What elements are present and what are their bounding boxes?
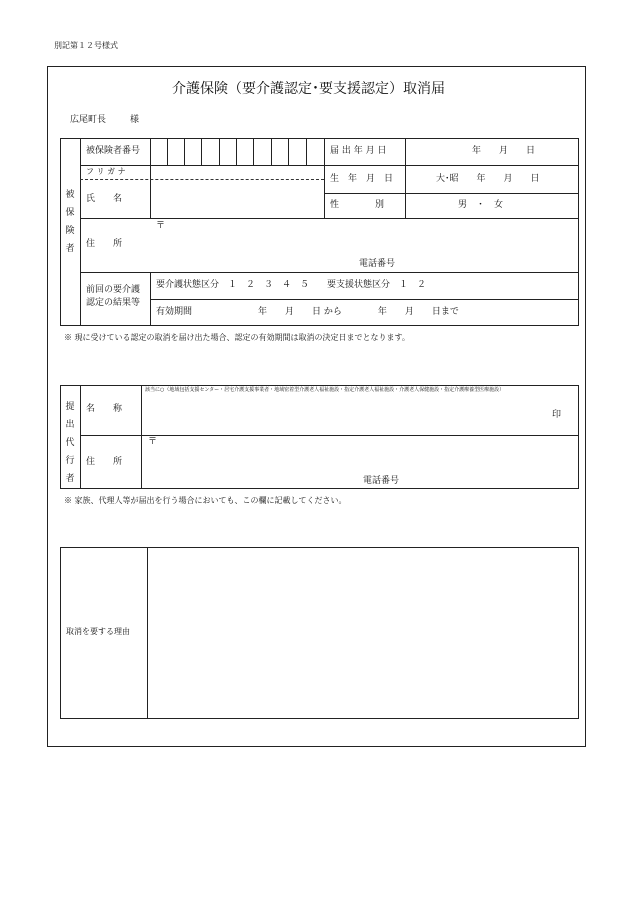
submit-date-value[interactable]: 年 月 日 [472, 146, 536, 156]
postal-mark: 〒 [156, 221, 166, 231]
agent-type-note[interactable]: 該当に○（地域包括支援センター・居宅介護支援事業者・地域密着型介護老人福祉施設・指定介護老人福祉施設・介護老人保健施設・指定介護療養型医療施設） [145, 387, 505, 393]
phone-label: 電話番号 [359, 259, 396, 269]
valid-period-value[interactable]: 年 月 日 から 年 月 日まで [258, 307, 459, 317]
prev-result-label-2: 認定の結果等 [86, 298, 141, 308]
insured-number-label: 被保険者番号 [86, 146, 141, 156]
note-family: ※ 家族、代理人等が届出を行う場合においても、この欄に記載してください。 [64, 496, 347, 505]
birth-date-label: 生 年 月 日 [330, 174, 394, 184]
addressee: 広尾町長 [70, 115, 107, 125]
form-number: 別記第１２号様式 [54, 41, 118, 50]
name-field[interactable] [151, 180, 323, 217]
addressee-honorific: 様 [130, 115, 140, 125]
address-label: 住 所 [86, 239, 123, 249]
furigana-label: フ リ ガ ナ [86, 167, 126, 176]
birth-date-value[interactable]: 大･昭 年 月 日 [436, 174, 540, 184]
note-validity: ※ 現に受けている認定の取消を届け出た場合、認定の有効期間は取消の決定日までとなります。 [64, 333, 410, 342]
agent-address-label: 住 所 [86, 457, 123, 467]
seal-mark: 印 [552, 410, 562, 420]
care-level-options[interactable]: 要介護状態区分 １ ２ ３ ４ ５ 要支援状態区分 １ ２ [156, 280, 427, 290]
insured-section-label: 被 保 険 者 [65, 190, 75, 254]
gender-value[interactable]: 男 ・ 女 [458, 200, 504, 210]
reason-label: 取消を要する理由 [66, 627, 130, 636]
valid-period-label: 有効期間 [156, 307, 193, 317]
reason-field[interactable] [148, 548, 578, 718]
agent-section-label: 提 出 代 行 者 [65, 402, 75, 484]
name-label: 氏 名 [86, 194, 123, 204]
agent-postal-mark: 〒 [148, 437, 158, 447]
submit-date-label: 届 出 年 月 日 [330, 146, 387, 156]
insured-number-field[interactable] [151, 139, 323, 165]
form-title: 介護保険（要介護認定･要支援認定）取消届 [172, 81, 445, 97]
agent-phone-label: 電話番号 [363, 476, 400, 486]
agent-name-label: 名 称 [86, 404, 123, 414]
prev-result-label-1: 前回の要介護 [86, 285, 141, 295]
agent-name-field[interactable] [142, 396, 578, 434]
gender-label: 性 別 [330, 200, 385, 210]
furigana-field[interactable] [151, 166, 323, 178]
agent-address-field[interactable] [142, 436, 578, 488]
